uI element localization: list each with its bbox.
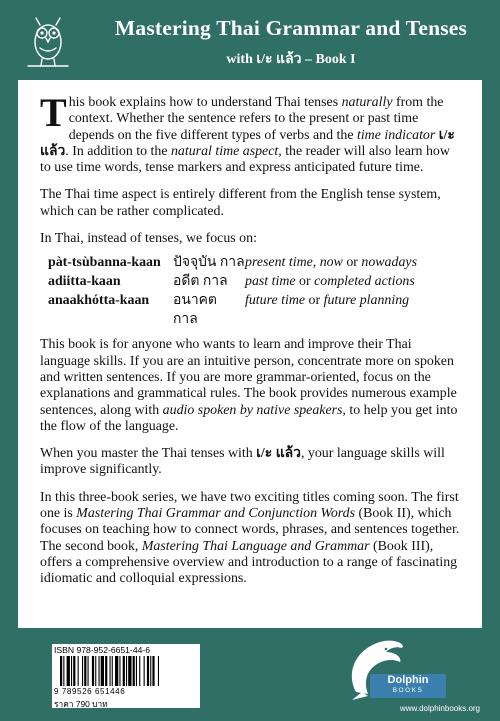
term-thai: อนาคต กาล [173, 293, 217, 328]
barcode-icon [60, 656, 194, 686]
barcode-digits: 9 789526 651446 [54, 687, 126, 696]
term-romanization: adiitta-kaan [48, 274, 121, 290]
term-gloss [245, 253, 417, 272]
emphasis-naturally: naturally [341, 95, 393, 110]
book-ii-title: Mastering Thai Grammar and Conjunction Words [76, 506, 356, 522]
publisher-logo [370, 674, 446, 698]
term-gloss [245, 291, 417, 329]
blurb-panel [18, 80, 482, 628]
gloss-joiner: or [342, 255, 362, 271]
keyword-thai: เ/ะ แล้ว [256, 446, 301, 462]
book-iii-title: Mastering Thai Language and Grammar [141, 538, 370, 554]
publisher-name: Dolphin [387, 674, 429, 686]
text-run: from the context. Whether the sentence refers to the present or past time depends on the five different types of verbs and the [68, 95, 444, 143]
term-row [48, 291, 417, 329]
paragraph-audience [40, 337, 464, 435]
gloss-alt: nowadays [361, 255, 417, 271]
paragraph-focus: In Thai, instead of tenses, we focus on: [40, 231, 257, 247]
term-thai: ปัจจุบัน กาล [173, 255, 245, 271]
price-label: ราคา 790 บาท [54, 699, 108, 709]
cover-header [0, 0, 500, 80]
cover-footer [0, 628, 500, 721]
gloss-joiner: or [295, 274, 315, 290]
emphasis-audio: audio spoken by native speakers, [162, 402, 346, 418]
text-run: the reader will also learn how to use time words, tense markers and express anticipated future time. [40, 143, 450, 176]
gloss-alt: future planning [323, 293, 410, 309]
term-row [48, 272, 417, 291]
term-romanization: anaakhótta-kaan [48, 293, 150, 309]
blurb-text [40, 90, 464, 599]
publisher-website: www.dolphinbooks.org [399, 704, 480, 713]
text-run: . In addition to the [65, 143, 171, 159]
barcode-label [52, 644, 200, 708]
term-gloss [245, 272, 417, 291]
paragraph-mastery [40, 446, 464, 479]
book-subtitle: with เ/ะ แล้ว – Book I [226, 52, 356, 67]
gloss-joiner: or [305, 293, 324, 309]
keyword-thai: เ/ะ แล้ว [40, 127, 455, 159]
drop-cap: T [40, 90, 67, 135]
isbn-number: ISBN 978-952-6651-44-6 [54, 645, 151, 655]
text-run: , your language skills will improve significantly. [40, 446, 445, 478]
gloss-main: future time [245, 293, 306, 309]
text-run: (Book II), which focuses on teaching how to connect words, phrases, and sentences together. The second book, [40, 506, 460, 554]
term-thai: อดีต กาล [173, 274, 228, 290]
publisher-sub: BOOKS [392, 687, 424, 694]
gloss-alt: completed actions [314, 274, 415, 290]
book-title: Mastering Thai Grammar and Tenses [114, 16, 468, 40]
gloss-main: present time, now [245, 255, 343, 271]
text-run: When you master the Thai tenses with [40, 446, 257, 462]
emphasis-time-indicator: time indicator [356, 127, 436, 143]
emphasis-natural-time-aspect: natural time aspect, [170, 143, 282, 159]
gloss-main: past time [245, 274, 296, 290]
text-run: his book explains how to understand Thai tenses [68, 95, 342, 110]
term-romanization: pàt-tsùbanna-kaan [48, 255, 161, 271]
tense-terms-table [48, 253, 417, 329]
paragraph-time-aspect: The Thai time aspect is entirely different from the English tense system, which can be rather complicated. [40, 187, 441, 219]
text-run: (Book III), offers a comprehensive overview and introduction to a range of fascinating idiomatic and colloquial expressions. [40, 538, 458, 587]
paragraph-intro [40, 90, 464, 176]
text-run: This book is for anyone who wants to learn and improve their Thai language skills. If you are an intuitive person, concentrate more on spoken and written sentences. If you are more grammar-oriented, focus on the explanations and grammatical rules. The book provides numerous example sentences, along with [40, 337, 457, 418]
text-run: to help you get into the flow of the language. [40, 402, 458, 434]
text-run: In this three-book series, we have two exciting titles coming soon. The first one is [40, 489, 459, 522]
paragraph-series [40, 490, 464, 588]
owl-icon [22, 8, 74, 72]
term-row [48, 253, 417, 272]
